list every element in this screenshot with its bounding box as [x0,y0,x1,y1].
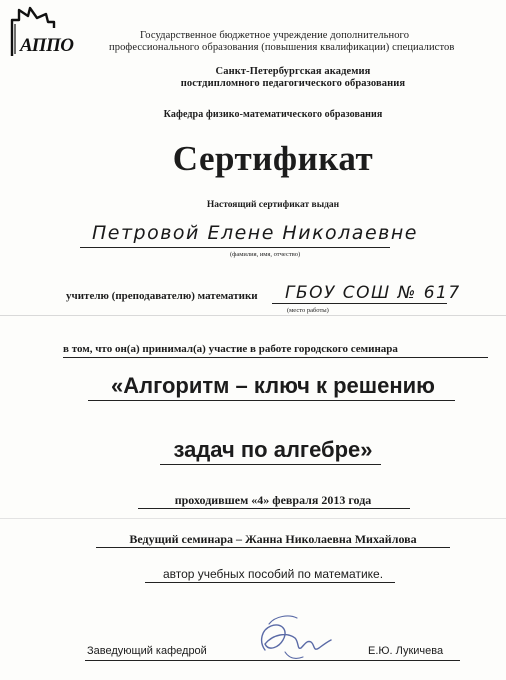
leader-underline [96,547,450,548]
participation-underline [63,357,488,358]
name-underline [80,247,390,248]
seminar-title-line-2: задач по алгебре» [173,437,373,462]
seminar-title-underline-2 [160,464,381,465]
handwritten-signature [245,612,335,667]
date-underline [138,508,410,509]
scan-fold-line [0,315,506,316]
seminar-title-line-1: «Алгоритм – ключ к решению [111,373,435,398]
workplace-caption: (место работы) [287,307,329,314]
author-note: автор учебных пособий по математике. [162,567,384,581]
participation-text: в том, что он(а) принимал(а) участие в работе городского семинара [63,343,398,355]
department-name: Кафедра физико-математического образования [163,109,383,120]
seminar-title-underline-1 [88,400,455,401]
position-label: учителю (преподавателю) математики [66,290,258,302]
recipient-name: Петровой Елене Николаевне [92,222,418,244]
seminar-date: проходившем «4» февраля 2013 года [174,493,372,507]
head-of-department-name: Е.Ю. Лукичева [368,645,444,657]
author-underline [145,582,395,583]
academy-line-1: Санкт-Петербургская академия [215,66,371,77]
certificate-title: Сертификат [172,139,374,178]
institution-line-2: профессионального образования (повышения квалификации) специалистов [109,42,455,53]
workplace-underline [272,303,447,304]
workplace-value: ГБОУ СОШ № 617 [285,283,461,303]
scan-fold-line [0,518,506,519]
issued-to-label: Настоящий сертификат выдан [206,200,340,210]
logo-text: АППО [20,35,74,56]
name-caption: (фамилия, имя, отчество) [230,251,301,258]
head-of-department-label: Заведующий кафедрой [87,645,207,657]
institution-line-1: Государственное бюджетное учреждение дополнительного [140,30,410,41]
academy-line-2: постдипломного педагогического образования [180,78,406,89]
seminar-leader: Ведущий семинара – Жанна Николаевна Михайлова [129,532,417,546]
appo-logo [10,6,76,60]
